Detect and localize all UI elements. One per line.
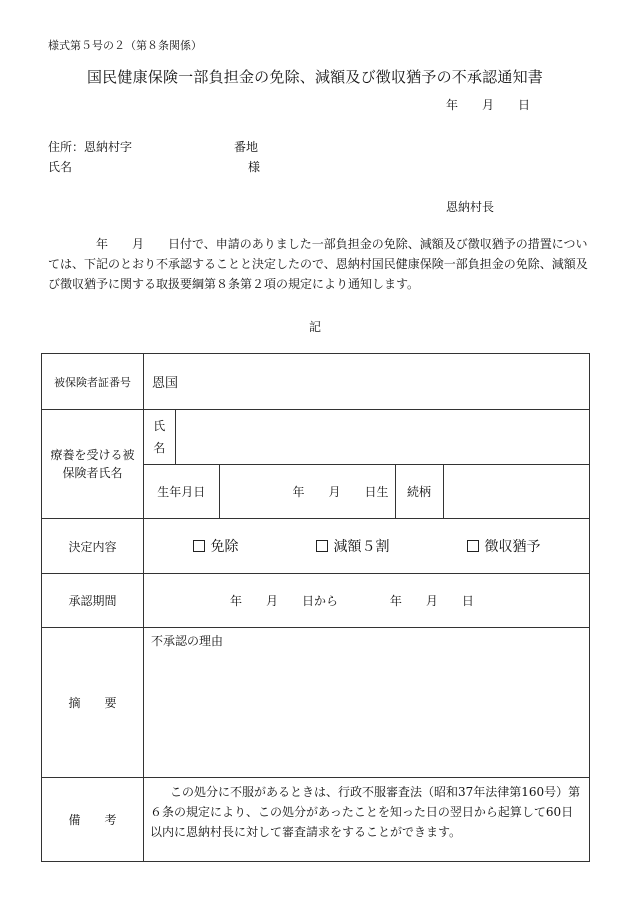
remarks-label: 備 考 xyxy=(42,778,144,862)
remarks-text: この処分に不服があるときは、行政不服審査法（昭和37年法律第160号）第６条の規定により、この処分があったことを知った日の翌日から起算して60日以内に恩納村長に対して審査請求をすることができます。 xyxy=(144,778,590,862)
details-table xyxy=(41,353,590,862)
form-number: 様式第５号の２（第８条関係） xyxy=(48,39,202,52)
reason-cell xyxy=(144,628,590,778)
period-to: 年 月 日 xyxy=(389,594,474,608)
notice-body: 年 月 日付で、申請のありました一部負担金の免除、減額及び徴収猶予の措置については、下記のとおり不承認することと決定したので、恩納村国民健康保険一部負担金の免除、減額及び徴収猶予に関する取扱要綱第８条第２項の規定により通知します。 xyxy=(48,237,588,291)
decision-options xyxy=(144,536,589,556)
address-suffix: 番地 xyxy=(234,140,259,154)
birth-label: 生年月日 xyxy=(144,464,219,518)
checkbox-icon[interactable] xyxy=(193,540,205,552)
summary-label: 摘 要 xyxy=(42,628,144,778)
document-title: 国民健康保険一部負担金の免除、減額及び徴収猶予の不承認通知書 xyxy=(86,68,543,86)
reason-label: 不承認の理由 xyxy=(151,634,224,648)
address-label: 住所：恩納村字 xyxy=(48,140,133,154)
period-label: 承認期間 xyxy=(42,574,144,628)
insured-number-value: 恩国 xyxy=(144,354,590,410)
name-cell-label: 氏名 xyxy=(144,410,175,464)
patient-label: 療養を受ける被保険者氏名 xyxy=(42,410,144,519)
relation-label: 続柄 xyxy=(395,464,443,518)
period-from: 年 月 日から xyxy=(230,594,339,608)
option-reduction-label: 減額５割 xyxy=(333,539,390,555)
sender-name: 恩納村長 xyxy=(446,200,495,214)
ki-marker: 記 xyxy=(308,320,321,334)
patient-inner-table xyxy=(144,410,589,518)
decision-label: 決定内容 xyxy=(42,519,144,574)
option-exemption-label: 免除 xyxy=(210,539,239,555)
name-label: 氏名 xyxy=(48,160,73,174)
option-deferral[interactable] xyxy=(467,536,541,556)
name-value xyxy=(175,410,589,464)
honorific: 様 xyxy=(248,160,261,174)
issue-date: 年 月 日 xyxy=(446,98,531,112)
insured-number-label: 被保険者証番号 xyxy=(42,354,144,410)
checkbox-icon[interactable] xyxy=(467,540,479,552)
birth-value: 年 月 日生 xyxy=(219,464,395,518)
option-deferral-label: 徴収猶予 xyxy=(484,539,541,555)
relation-value xyxy=(443,464,589,518)
option-reduction[interactable] xyxy=(316,536,390,556)
option-exemption[interactable] xyxy=(193,536,239,556)
checkbox-icon[interactable] xyxy=(316,540,328,552)
